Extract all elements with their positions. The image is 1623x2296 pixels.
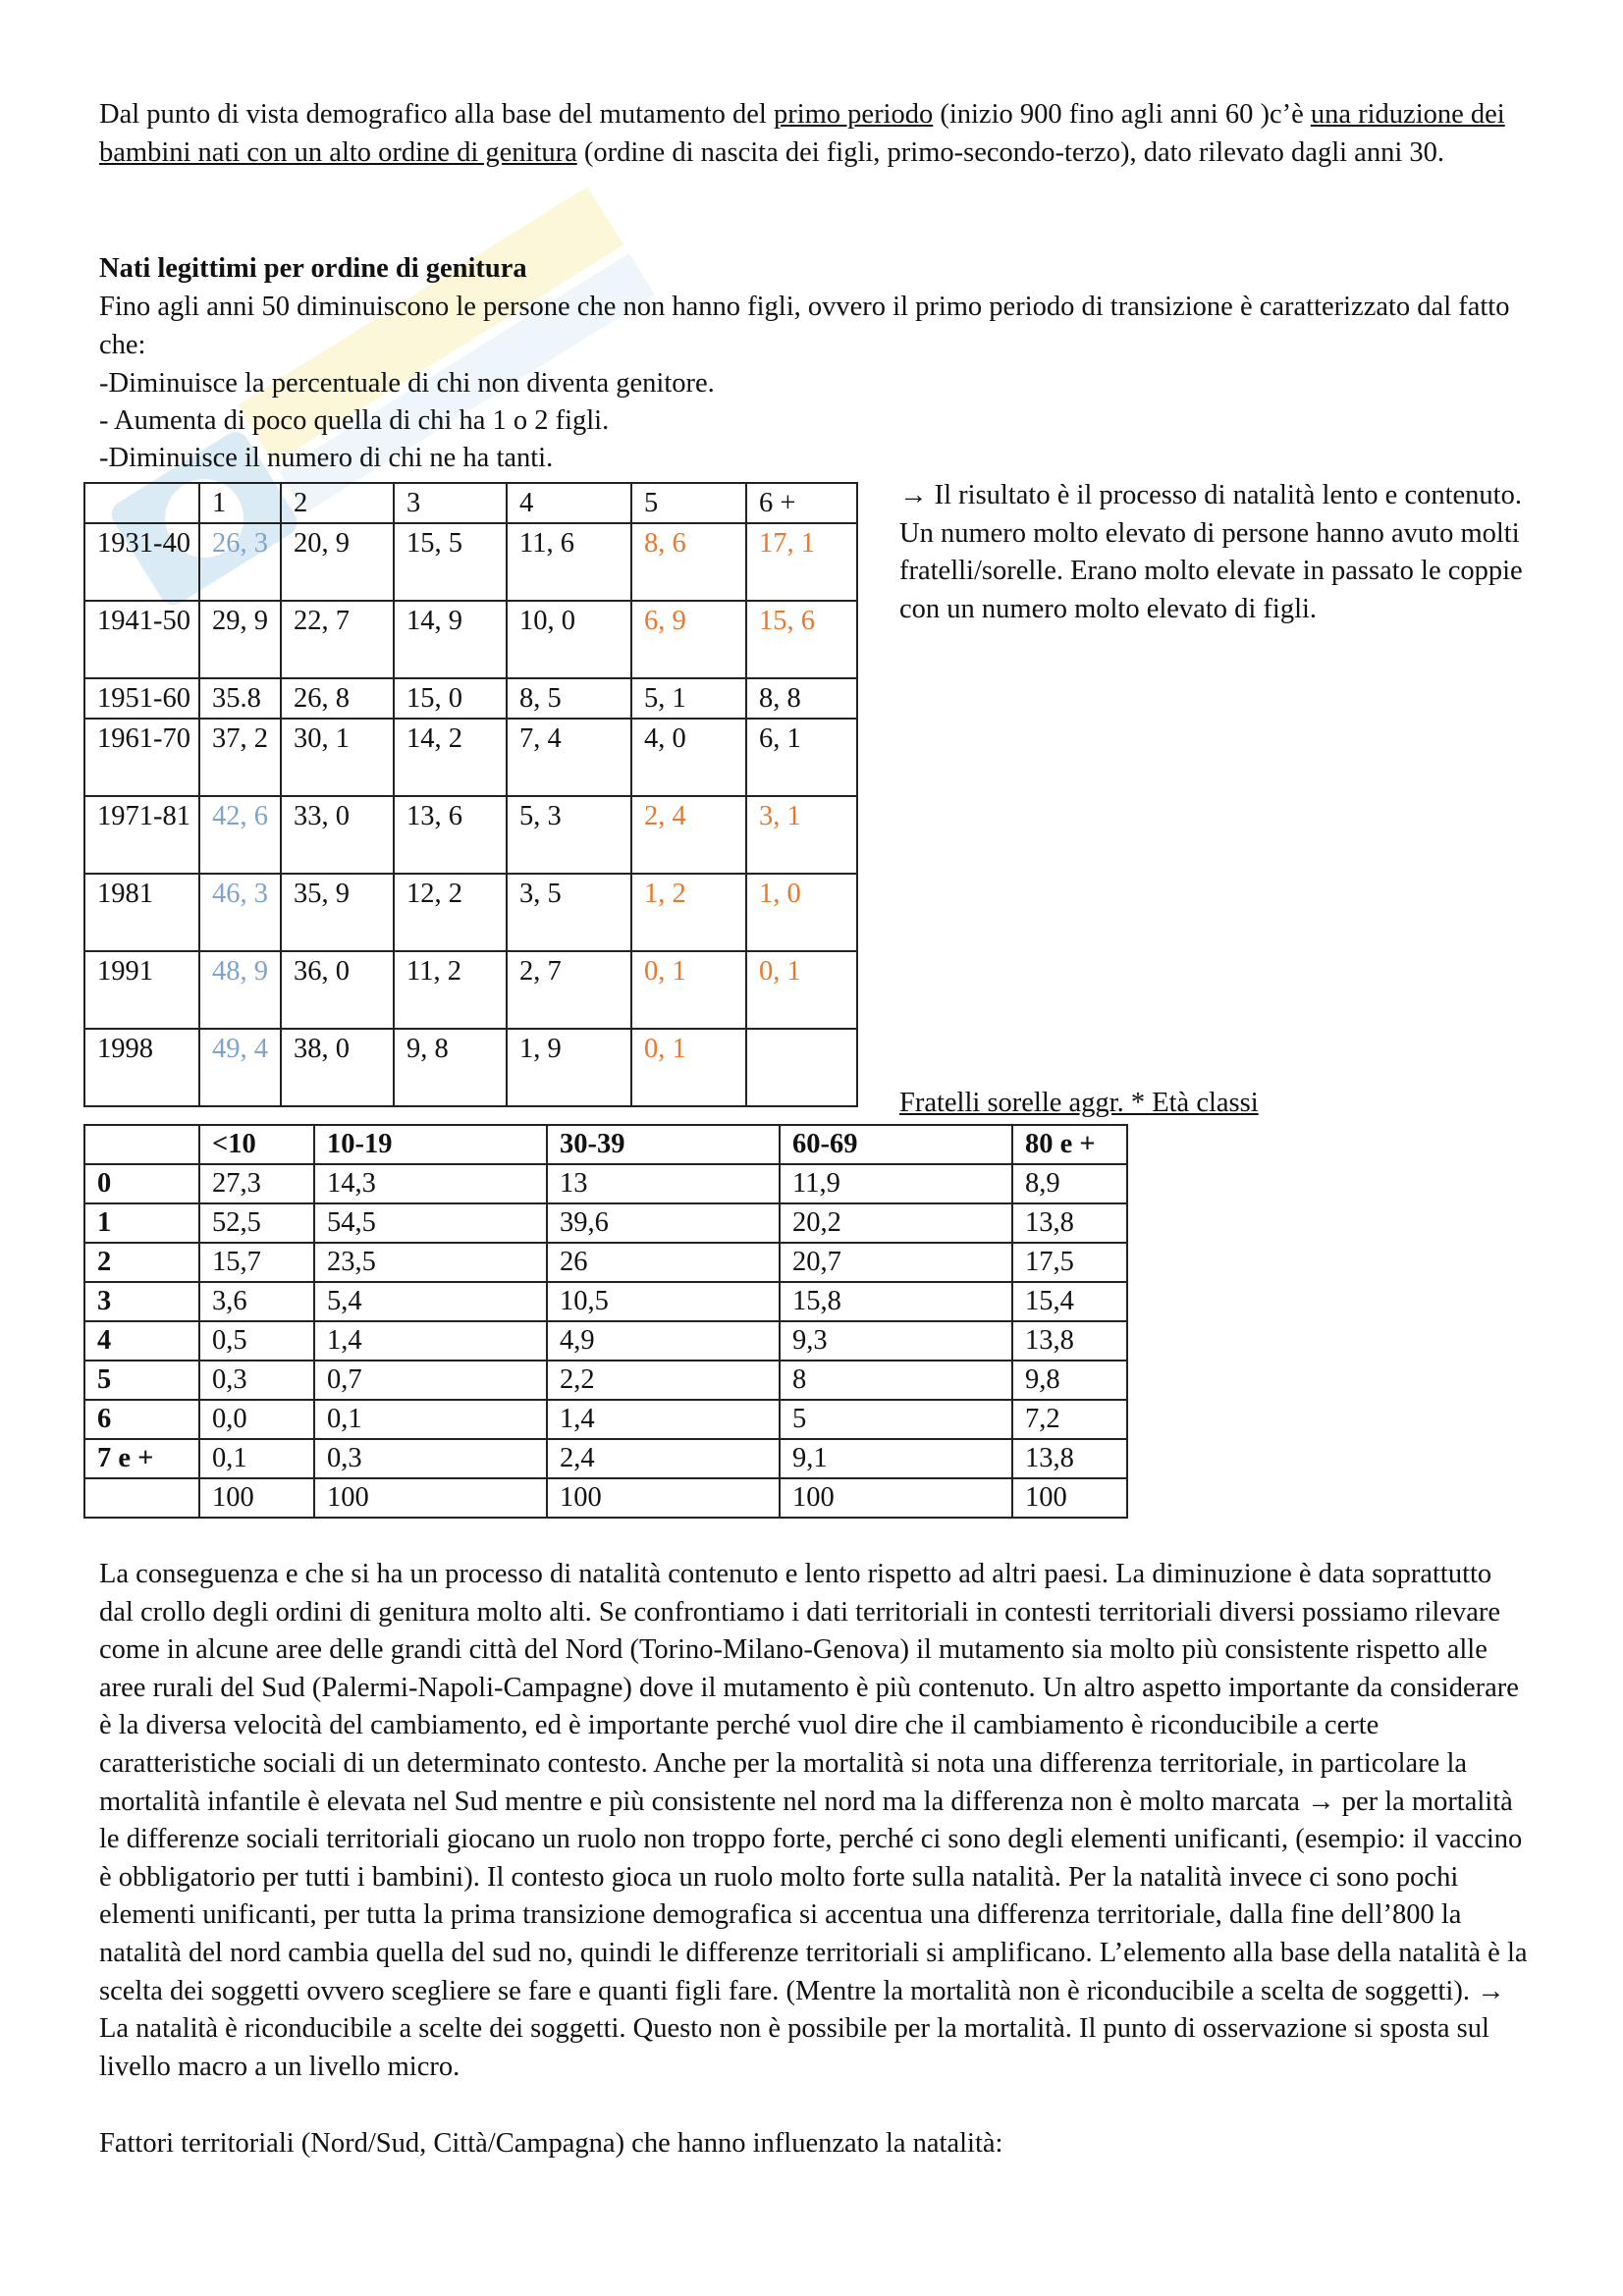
arrow-right-icon: → xyxy=(1307,1786,1335,1817)
table-row: 1961-70 37, 2 30, 1 14, 2 7, 4 4, 0 6, 1 xyxy=(84,719,857,796)
primo-periodo-link: primo periodo xyxy=(773,99,934,130)
side-note: → Il risultato è il processo di natalità lento e contenuto. Un numero molto elevato di persone hanno avuto molti fratelli/sorelle. Erano molto elevate in passato le coppie con un numero molto elevato di figli. xyxy=(899,480,1523,624)
table-row: 0 27,3 14,3 13 11,9 8,9 xyxy=(84,1164,1127,1203)
section-line-4: -Diminuisce il numero di chi ne ha tanti. xyxy=(99,443,554,473)
riduzione-underlined: una riduzione dei bambini nati con un alto ordine di genitura xyxy=(99,99,1505,168)
arrow-right-icon: → xyxy=(1477,1975,1505,2006)
table-row: 1931-40 26, 3 20, 9 15, 5 11, 6 8, 6 17, 1 xyxy=(84,523,857,601)
table-row: 6 0,0 0,1 1,4 5 7,2 xyxy=(84,1400,1127,1439)
table-row: 4 0,5 1,4 4,9 9,3 13,8 xyxy=(84,1321,1127,1361)
table-row: 1998 49, 4 38, 0 9, 8 1, 9 0, 1 xyxy=(84,1029,857,1106)
table-total-row: 100 100 100 100 100 xyxy=(84,1478,1127,1518)
table2-caption: Fratelli sorelle aggr. * Età classi xyxy=(899,1088,1259,1118)
table-header-row: <10 10-19 30-39 60-69 80 e + xyxy=(84,1125,1127,1164)
table-row: 1941-50 29, 9 22, 7 14, 9 10, 0 6, 9 15, 6 xyxy=(84,601,857,678)
table-row: 1971-81 42, 6 33, 0 13, 6 5, 3 2, 4 3, 1 xyxy=(84,796,857,874)
table-row: 1 52,5 54,5 39,6 20,2 13,8 xyxy=(84,1203,1127,1243)
arrow-right-icon: → xyxy=(899,480,928,510)
section-heading: Nati legittimi per ordine di genitura xyxy=(99,253,527,284)
intro-paragraph: Dal punto di vista demografico alla base del mutamento del primo periodo (inizio 900 fino agli anni 60 )c’è una riduzione dei bambini nati con un alto ordine di genitura (ordine di nascita dei figli, primo-secondo-terzo), dato rilevato dagli anni 30. xyxy=(99,99,1505,168)
table-row: 1991 48, 9 36, 0 11, 2 2, 7 0, 1 0, 1 xyxy=(84,951,857,1029)
section-line-2: -Diminuisce la percentuale di chi non diventa genitore. xyxy=(99,368,715,399)
table-header-row: 1 2 3 4 5 6 + xyxy=(84,483,857,523)
table-row: 5 0,3 0,7 2,2 8 9,8 xyxy=(84,1361,1127,1400)
section-line-1: Fino agli anni 50 diminuiscono le persone che non hanno figli, ovvero il primo periodo di transizione è caratterizzato dal fatto che: xyxy=(99,292,1510,360)
table-row: 1981 46, 3 35, 9 12, 2 3, 5 1, 2 1, 0 xyxy=(84,874,857,951)
closing-line: Fattori territoriali (Nord/Sud, Città/Campagna) che hanno influenzato la natalità: xyxy=(99,2128,1003,2159)
table-row: 3 3,6 5,4 10,5 15,8 15,4 xyxy=(84,1282,1127,1321)
section-line-3: - Aumenta di poco quella di chi ha 1 o 2 figli. xyxy=(99,405,610,436)
siblings-age-table xyxy=(83,1124,1128,1519)
table-row: 2 15,7 23,5 26 20,7 17,5 xyxy=(84,1243,1127,1282)
table-row: 1951-60 35.8 26, 8 15, 0 8, 5 5, 1 8, 8 xyxy=(84,678,857,719)
body-paragraph: La conseguenza e che si ha un processo di natalità contenuto e lento rispetto ad altri paesi. La diminuzione è data soprattutto dal crollo degli ordini di genitura molto alti. Se confrontiamo i dati territoriali in contesti territoriali diversi possiamo rilevare come in alcune aree delle grandi città del Nord (Torino-Milano-Genova) il mutamento sia molto più consistente rispetto alle aree rurali del Sud (Palermi-Napoli-Campagne) dove il mutamento è più contenuto. Un altro aspetto importante da considerare è la diversa velocità del cambiamento, ed è importante perché vuol dire che il cambiamento è riconducibile a certe caratteristiche sociali di un determinato contesto. Anche per la mortalità si nota una differenza territoriale, in particolare la mortalità infantile è elevata nel Sud mentre e più consistente nel nord ma la differenza non è molto marcata → per la mortalità le differenze sociali territoriali giocano un ruolo non troppo forte, perché ci sono degli elementi unificanti, (esempio: il vaccino è obbligatorio per tutti i bambini). Il contesto gioca un ruolo molto forte sulla natalità. Per la natalità invece ci sono pochi elementi unificanti, per tutta la prima transizione demografica si accentua una differenza territoriale, dalla fine dell’800 la natalità del nord cambia quella del sud no, quindi le differenze territoriali si amplificano. L’elemento alla base della natalità è la scelta dei soggetti ovvero scegliere se fare e quanti figli fare. (Mentre la mortalità non è riconducibile a scelta de soggetti). → La natalità è riconducibile a scelte dei soggetti. Questo non è possibile per la mortalità. Il punto di osservazione si sposta sul livello macro a un livello micro. xyxy=(99,1559,1528,2082)
table-row: 7 e + 0,1 0,3 2,4 9,1 13,8 xyxy=(84,1439,1127,1478)
birth-order-table xyxy=(83,482,858,1107)
